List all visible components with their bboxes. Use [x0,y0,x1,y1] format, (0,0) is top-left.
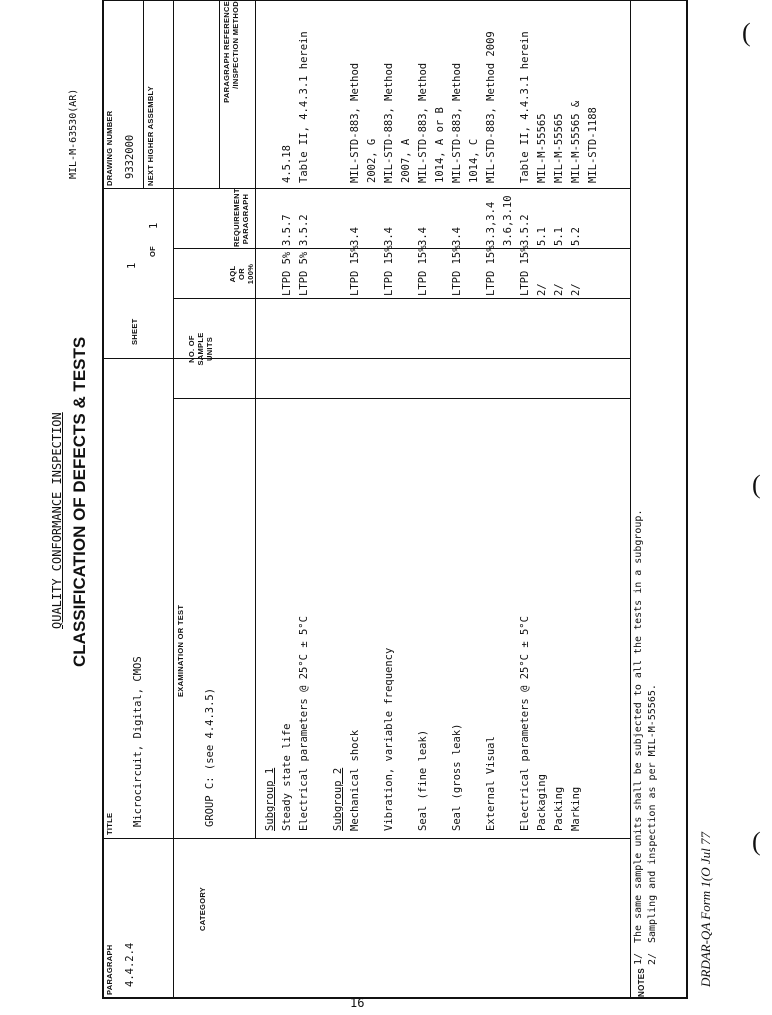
aql-value: 2/ [570,283,582,296]
header-next-higher: NEXT HIGHER ASSEMBLY [146,85,155,186]
reference-value: MIL-M-55565 [536,113,548,183]
note-text: Sampling and inspection as per MIL-M-55565. [647,684,658,943]
requirement-value: 5.1 [553,227,565,246]
rule-notes [630,0,631,999]
document-subtitle: CLASSIFICATION OF DEFECTS & TESTS [70,336,89,667]
examination-item: Marking [570,786,582,831]
aql-value [330,245,347,296]
reference-value: 2002, G [366,138,378,183]
note-item [632,510,646,965]
examination-item: Subgroup 2 [332,767,344,831]
reference-value: MIL-STD-883, Method 2009 [485,31,497,183]
requirement-list [262,195,585,246]
requirement-value: 3.4 [349,227,361,246]
reference-value: MIL-STD-883, Method [349,62,361,183]
rule-drawing [143,0,144,189]
aql-value [313,245,330,296]
reference-value [330,31,347,183]
requirement-value [330,195,347,246]
header-sheet: SHEET [130,318,139,345]
reference-value [262,31,279,183]
rule-header [173,0,174,999]
reference-value: 1014, C [468,138,480,183]
examination-item [432,616,449,831]
page-number: 16 [350,996,365,1010]
requirement-value [364,195,381,246]
examination-item: Electrical parameters @ 25°C ± 5°C [298,616,310,831]
document-title: QUALITY CONFORMANCE INSPECTION [50,412,64,629]
reference-value [313,31,330,183]
examination-item [364,616,381,831]
requirement-value: 3.3,3.4 [485,201,497,246]
examination-item [466,616,483,831]
examination-item: Packaging [536,774,548,831]
examination-item: Packing [553,786,565,831]
aql-value [466,245,483,296]
requirement-value [313,195,330,246]
notes-list [632,510,660,965]
form-label: DRDAR-QA Form 1(O Jul 77 [698,831,713,987]
reference-value: MIL-M-55565 [553,113,565,183]
margin-mark-top: ( [742,18,751,47]
reference-value: MIL-STD-883, Method [451,62,463,183]
reference-value [500,31,517,183]
aql-value: LTPD 5% [281,251,293,296]
examination-item: External Visual [485,736,497,831]
aql-value: LTPD 15% [383,245,395,296]
examination-item: Electrical parameters @ 25°C ± 5°C [519,616,531,831]
header-title: TITLE [105,812,114,835]
paragraph-value: 4.4.2.4 [124,942,136,987]
reference-value: 1014, A or B [434,107,446,183]
requirement-value: 3.4 [451,227,463,246]
header-paragraph: PARAGRAPH [105,944,114,995]
examination-item: Steady state life [281,723,293,831]
note-item [646,510,660,965]
examination-item [398,616,415,831]
requirement-value [432,195,449,246]
reference-value: Table II, 4.4.3.1 herein [298,31,310,183]
aql-value: LTPD 5% [298,251,310,296]
examination-item [313,616,330,831]
aql-value: LTPD 15% [349,245,361,296]
sheet-total: 1 [148,222,160,229]
requirement-value [262,195,279,246]
requirement-value [398,195,415,246]
reference-value: MIL-M-55565 & [570,100,582,183]
rule-subheader [255,0,256,839]
aql-value [432,245,449,296]
col-sample [173,398,630,399]
requirement-value: 3.5.2 [519,214,531,246]
examination-item [500,616,517,831]
aql-value: LTPD 15% [519,245,531,296]
reference-value: MIL-STD-883, Method [383,62,395,183]
examination-item: Vibration, variable frequency [383,647,395,831]
header-category: CATEGORY [198,886,207,931]
requirement-value [466,195,483,246]
reference-value: 2007, A [400,138,412,183]
col-aql [173,298,630,299]
examination-item: Seal (fine leak) [417,729,429,831]
col-drawing [102,188,630,189]
sheet-of-label: OF [148,245,157,257]
examination-list [262,616,585,831]
reference-value: MIL-STD-883, Method [417,62,429,183]
aql-value: LTPD 15% [485,245,497,296]
drawing-number-value: 9332000 [124,134,136,179]
header-drawing-number: DRAWING NUMBER [105,110,114,186]
examination-item: Mechanical shock [349,729,361,831]
requirement-value: 5.2 [570,227,582,246]
header-requirement: REQUIREMENT PARAGRAPH [232,188,250,247]
requirement-value: 3.6,3.10 [502,195,514,246]
group-label: GROUP C: (see 4.4.3.5) [204,687,216,827]
requirement-value: 3.4 [417,227,429,246]
aql-value: LTPD 15% [451,245,463,296]
note-number: 1/ [633,952,644,965]
header-examination: EXAMINATION OR TEST [176,604,185,697]
requirement-value: 3.5.2 [298,214,310,246]
aql-list [262,245,585,296]
aql-value: LTPD 15% [417,245,429,296]
header-aql: AQL OR 100% [228,263,255,285]
aql-value [500,245,517,296]
examination-item: Seal (gross leak) [451,723,463,831]
examination-item: Subgroup 1 [264,767,276,831]
rule-next-higher [219,0,220,189]
reference-value: Table II, 4.4.3.1 herein [519,31,531,183]
reference-value: MIL-STD-1188 [587,107,599,183]
aql-value: 2/ [553,283,565,296]
inspection-form-sheet [50,0,713,999]
reference-value: 4.5.18 [281,145,293,183]
aql-value [364,245,381,296]
requirement-value: 3.5.7 [281,214,293,246]
col-paragraph [102,838,630,839]
requirement-value: 3.4 [383,227,395,246]
sheet-number: 1 [126,262,138,269]
aql-value [398,245,415,296]
margin-mark-bottom: ( [752,827,761,856]
note-number: 2/ [647,952,658,965]
col-title-end [102,358,630,359]
header-reference: PARAGRAPH REFERENCE /INSPECTION METHOD [222,1,240,103]
title-value: Microcircuit, Digital, CMOS [132,656,144,827]
reference-list [262,31,602,183]
margin-mark-middle: ( [752,470,761,499]
requirement-value: 5.1 [536,227,548,246]
note-text: The same sample units shall be subjected to all the tests in a subgroup. [633,509,644,943]
spec-number: MIL-M-63530(AR) [68,88,79,179]
aql-value: 2/ [536,283,548,296]
notes-label: NOTES [637,967,646,997]
header-sample-units: NO. OF SAMPLE UNITS [187,332,214,366]
aql-value [262,245,279,296]
